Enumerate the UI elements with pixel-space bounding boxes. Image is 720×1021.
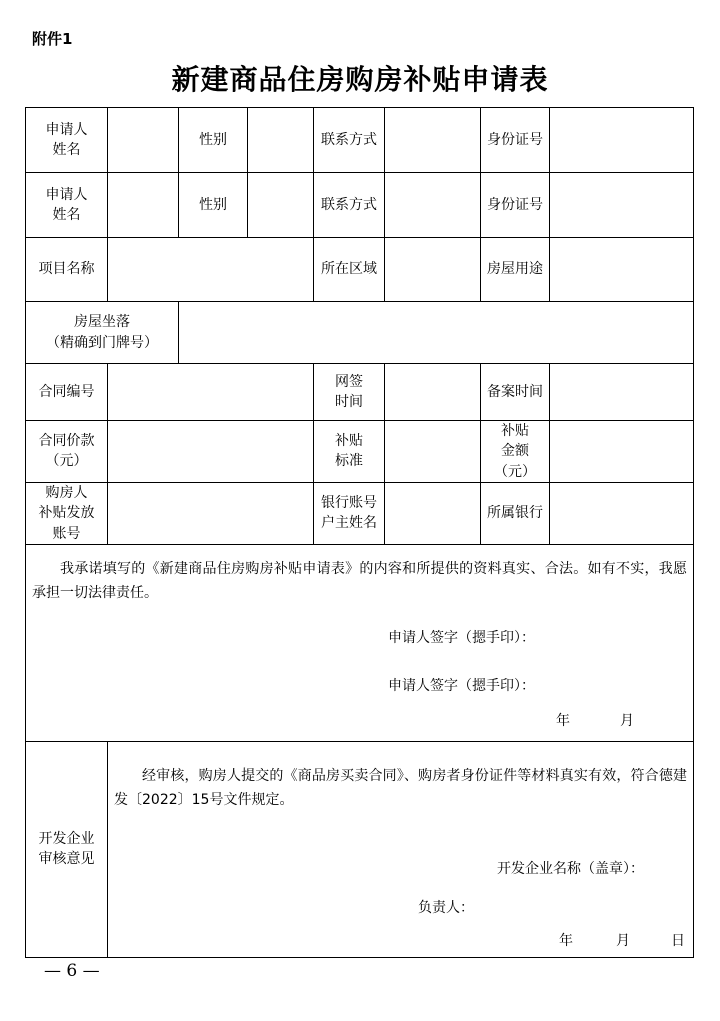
region-field[interactable]	[385, 238, 481, 302]
gender-label: 性别	[179, 108, 248, 173]
attachment-label: 附件1	[32, 30, 73, 48]
gender-label: 性别	[179, 173, 248, 238]
price-row	[26, 421, 694, 483]
review-row	[26, 741, 694, 957]
contract-number-label: 合同编号	[26, 364, 108, 421]
review-month-label: 月	[616, 932, 630, 949]
subsidy-standard-label	[314, 421, 385, 483]
subsidy-standard-label-text: 补贴 标准	[335, 433, 363, 470]
applicant-name-label	[26, 173, 108, 238]
applicant-name-label	[26, 108, 108, 173]
contact-label: 联系方式	[314, 108, 385, 173]
developer-review-statement: 经审核，购房人提交的《商品房买卖合同》、购房者身份证件等材料真实有效，符合德建发〔2022〕15号文件规定。	[114, 767, 687, 808]
id-number-field[interactable]	[550, 173, 694, 238]
house-location-label	[26, 302, 179, 364]
id-number-label: 身份证号	[481, 108, 550, 173]
subsidy-amount-field[interactable]	[550, 421, 694, 483]
account-holder-field[interactable]	[385, 482, 481, 544]
online-sign-time-label-text: 网签 时间	[335, 373, 363, 410]
online-sign-time-field[interactable]	[385, 364, 481, 421]
applicant-signature-1: 申请人签字（摁手印）：	[388, 629, 535, 646]
developer-review-label	[26, 741, 108, 957]
subsidy-account-label-text: 购房人 补贴发放 账号	[38, 484, 95, 542]
gender-field[interactable]	[248, 173, 314, 238]
id-number-label: 身份证号	[481, 173, 550, 238]
subsidy-amount-label	[481, 421, 550, 483]
pledge-month-label: 月	[620, 712, 634, 729]
project-name-label: 项目名称	[26, 238, 108, 302]
subsidy-application-form	[25, 107, 694, 958]
contact-field[interactable]	[385, 173, 481, 238]
contract-price-label	[26, 421, 108, 483]
bank-field[interactable]	[550, 482, 694, 544]
subsidy-account-label	[26, 482, 108, 544]
applicant-row-1	[26, 108, 694, 173]
contract-row	[26, 364, 694, 421]
developer-company-seal: 开发企业名称（盖章）：	[497, 860, 644, 877]
applicant-name-field[interactable]	[108, 108, 179, 173]
region-label: 所在区域	[314, 238, 385, 302]
account-holder-label-text: 银行账号 户主姓名	[321, 495, 377, 532]
applicant-name-label-line2: 申请人 姓名	[45, 186, 88, 223]
subsidy-amount-label-text: 补贴 金额 （元）	[494, 423, 536, 480]
house-usage-label: 房屋用途	[481, 238, 550, 302]
applicant-name-label-line1: 申请人 姓名	[45, 121, 88, 158]
contact-label: 联系方式	[314, 173, 385, 238]
subsidy-standard-field[interactable]	[385, 421, 481, 483]
house-location-field[interactable]	[179, 302, 694, 364]
bank-label: 所属银行	[481, 482, 550, 544]
developer-review-label-text: 开发企业 审核意见	[38, 831, 95, 868]
applicant-row-2	[26, 173, 694, 238]
project-row	[26, 238, 694, 302]
page-number: — 6 —	[44, 961, 100, 981]
location-row	[26, 302, 694, 364]
applicant-signature-2: 申请人签字（摁手印）：	[388, 677, 535, 694]
id-number-field[interactable]	[550, 108, 694, 173]
record-time-label: 备案时间	[481, 364, 550, 421]
contract-price-field[interactable]	[108, 421, 314, 483]
review-year-label: 年	[559, 932, 573, 949]
review-day-label: 日	[671, 932, 685, 949]
pledge-block	[26, 544, 694, 741]
gender-field[interactable]	[248, 108, 314, 173]
applicant-name-field[interactable]	[108, 173, 179, 238]
pledge-row	[26, 544, 694, 741]
account-row	[26, 482, 694, 544]
developer-review-block	[108, 741, 694, 957]
pledge-statement: 我承诺填写的《新建商品住房购房补贴申请表》的内容和所提供的资料真实、合法。如有不实，我愿承担一切法律责任。	[32, 560, 687, 601]
responsible-person-label: 负责人：	[418, 899, 474, 916]
project-name-field[interactable]	[108, 238, 314, 302]
account-holder-label	[314, 482, 385, 544]
online-sign-time-label	[314, 364, 385, 421]
form-title: 新建商品住房购房补贴申请表	[171, 63, 549, 96]
contract-price-label-text: 合同价款 （元）	[38, 433, 95, 470]
pledge-year-label: 年	[556, 712, 570, 729]
house-usage-field[interactable]	[550, 238, 694, 302]
house-location-label-text: 房屋坐落 （精确到门牌号）	[46, 314, 158, 351]
subsidy-account-field[interactable]	[108, 482, 314, 544]
contract-number-field[interactable]	[108, 364, 314, 421]
record-time-field[interactable]	[550, 364, 694, 421]
contact-field[interactable]	[385, 108, 481, 173]
